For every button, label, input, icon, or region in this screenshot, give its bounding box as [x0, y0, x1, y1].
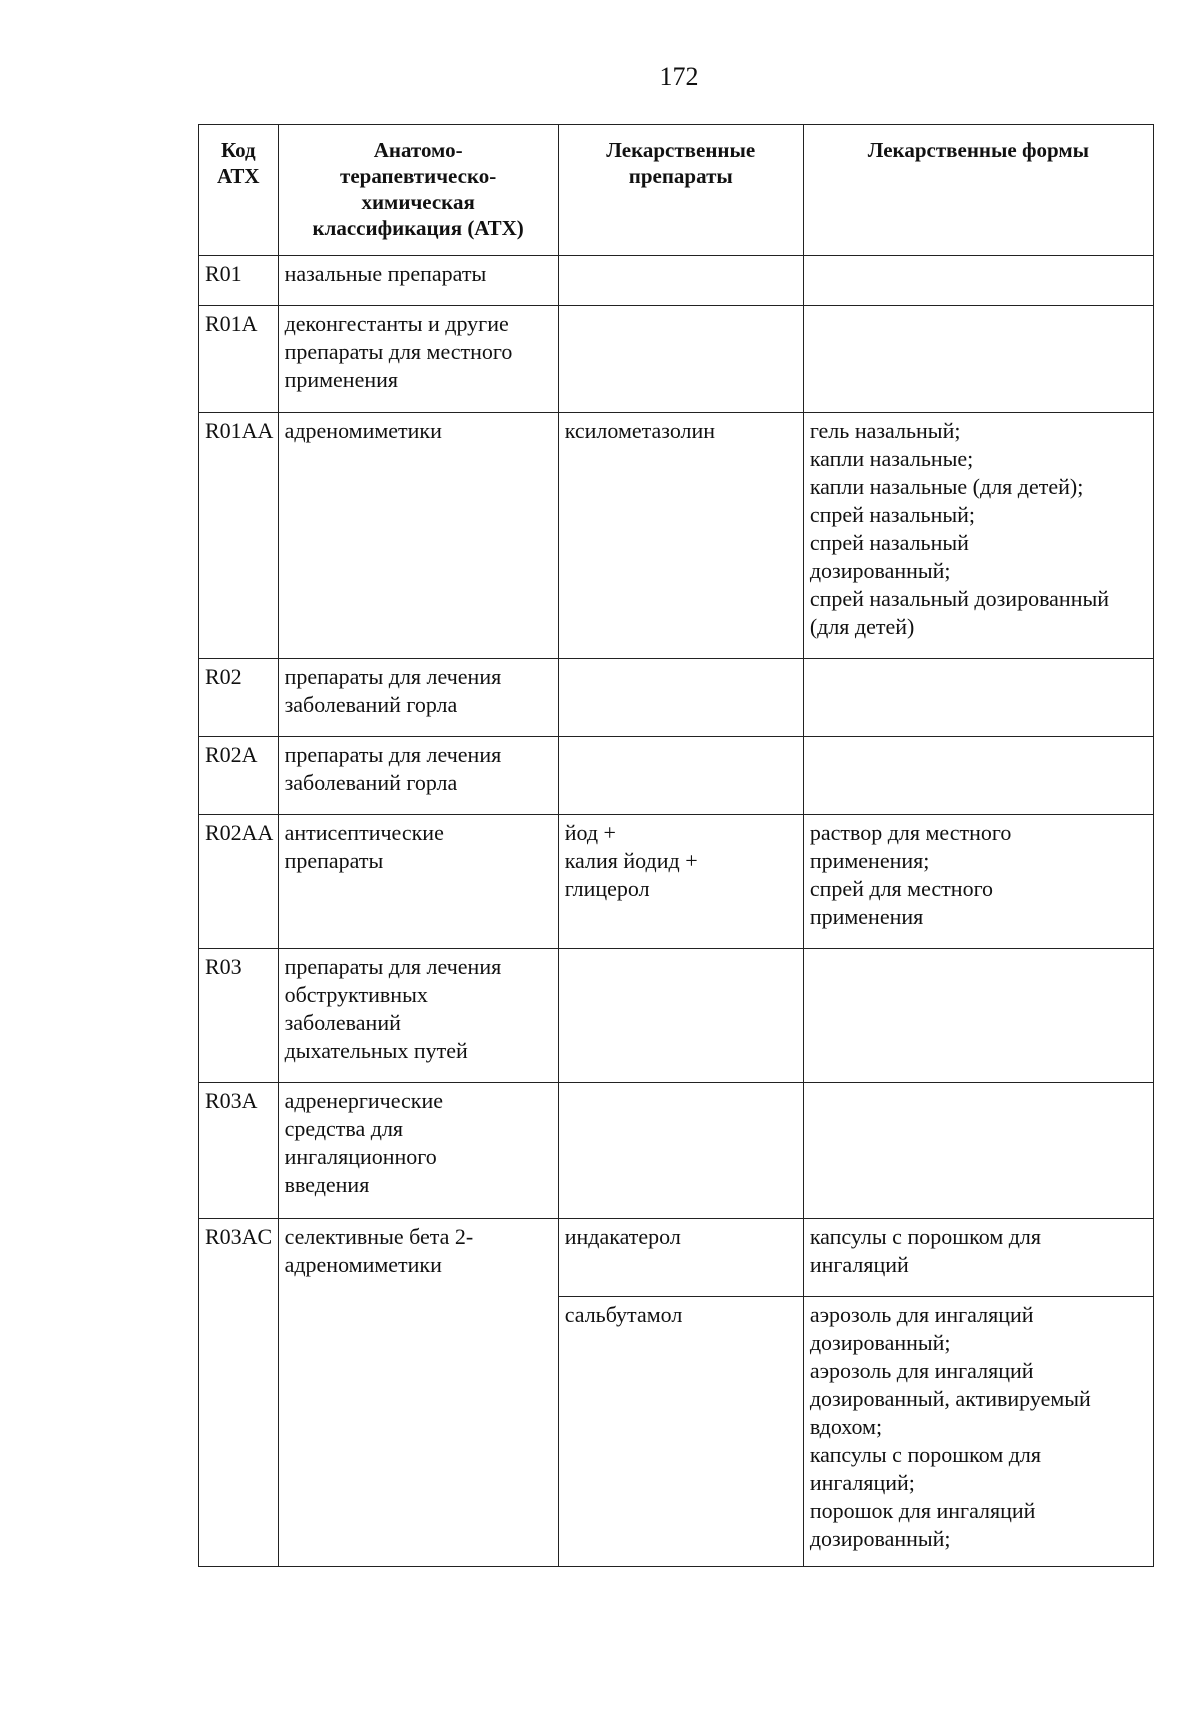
atc-classification-cell: назальные препараты — [278, 256, 558, 306]
drug-cell — [558, 659, 803, 737]
dosage-forms-cell — [803, 949, 1153, 1083]
dosage-forms-cell: капсулы с порошком для ингаляций — [803, 1219, 1153, 1297]
table-row — [199, 413, 1154, 659]
dosage-forms-cell — [803, 306, 1153, 413]
drug-cell — [558, 949, 803, 1083]
dosage-forms-cell: раствор для местного применения; спрей для местного применения — [803, 815, 1153, 949]
dosage-forms-cell: аэрозоль для ингаляций дозированный; аэрозоль для ингаляций дозированный, активируемый вдохом; капсулы с порошком для ингаляций; порошок для ингаляций дозированный; — [803, 1297, 1153, 1567]
drug-cell — [558, 306, 803, 413]
table-row — [199, 949, 1154, 1083]
table-row — [199, 737, 1154, 815]
atc-classification-cell: препараты для лечения обструктивных заболеваний дыхательных путей — [278, 949, 558, 1083]
dosage-forms-cell — [803, 256, 1153, 306]
atc-classification-cell: препараты для лечения заболеваний горла — [278, 659, 558, 737]
table-row — [199, 815, 1154, 949]
dosage-forms-cell: гель назальный; капли назальные; капли назальные (для детей); спрей назальный; спрей назальный дозированный; спрей назальный дозированный (для детей) — [803, 413, 1153, 659]
table-row — [199, 1219, 1154, 1297]
drug-cell — [558, 1083, 803, 1219]
atc-classification-cell: адренергические средства для ингаляционного введения — [278, 1083, 558, 1219]
atc-code-cell: R03A — [199, 1083, 279, 1219]
header-forms: Лекарственные формы — [803, 125, 1153, 256]
dosage-forms-cell — [803, 1083, 1153, 1219]
drug-cell: индакатерол — [558, 1219, 803, 1297]
table-header-row — [199, 125, 1154, 256]
dosage-forms-cell — [803, 659, 1153, 737]
page-number: 172 — [659, 62, 699, 91]
atc-code-cell: R01 — [199, 256, 279, 306]
atc-code-cell: R02AA — [199, 815, 279, 949]
atc-classification-cell: адреномиметики — [278, 413, 558, 659]
drug-cell: сальбутамол — [558, 1297, 803, 1567]
atc-classification-cell: деконгестанты и другие препараты для местного применения — [278, 306, 558, 413]
table-row — [199, 256, 1154, 306]
atc-code-cell: R03AC — [199, 1219, 279, 1567]
atc-code-cell: R01A — [199, 306, 279, 413]
atc-code-cell: R03 — [199, 949, 279, 1083]
drug-cell — [558, 737, 803, 815]
header-classification: Анатомо- терапевтическо- химическая классификация (АТХ) — [278, 125, 558, 256]
dosage-forms-cell — [803, 737, 1153, 815]
drug-cell: йод + калия йодид + глицерол — [558, 815, 803, 949]
header-drugs: Лекарственные препараты — [558, 125, 803, 256]
table-row — [199, 659, 1154, 737]
header-code: Код АТХ — [199, 125, 279, 256]
atc-code-cell: R02 — [199, 659, 279, 737]
atc-code-cell: R02A — [199, 737, 279, 815]
atc-table — [198, 124, 1154, 1567]
drug-cell — [558, 256, 803, 306]
drug-cell: ксилометазолин — [558, 413, 803, 659]
table-row — [199, 306, 1154, 413]
atc-code-cell: R01AA — [199, 413, 279, 659]
atc-classification-cell: препараты для лечения заболеваний горла — [278, 737, 558, 815]
atc-classification-cell: антисептические препараты — [278, 815, 558, 949]
atc-classification-cell: селективные бета 2- адреномиметики — [278, 1219, 558, 1567]
table-row — [199, 1083, 1154, 1219]
